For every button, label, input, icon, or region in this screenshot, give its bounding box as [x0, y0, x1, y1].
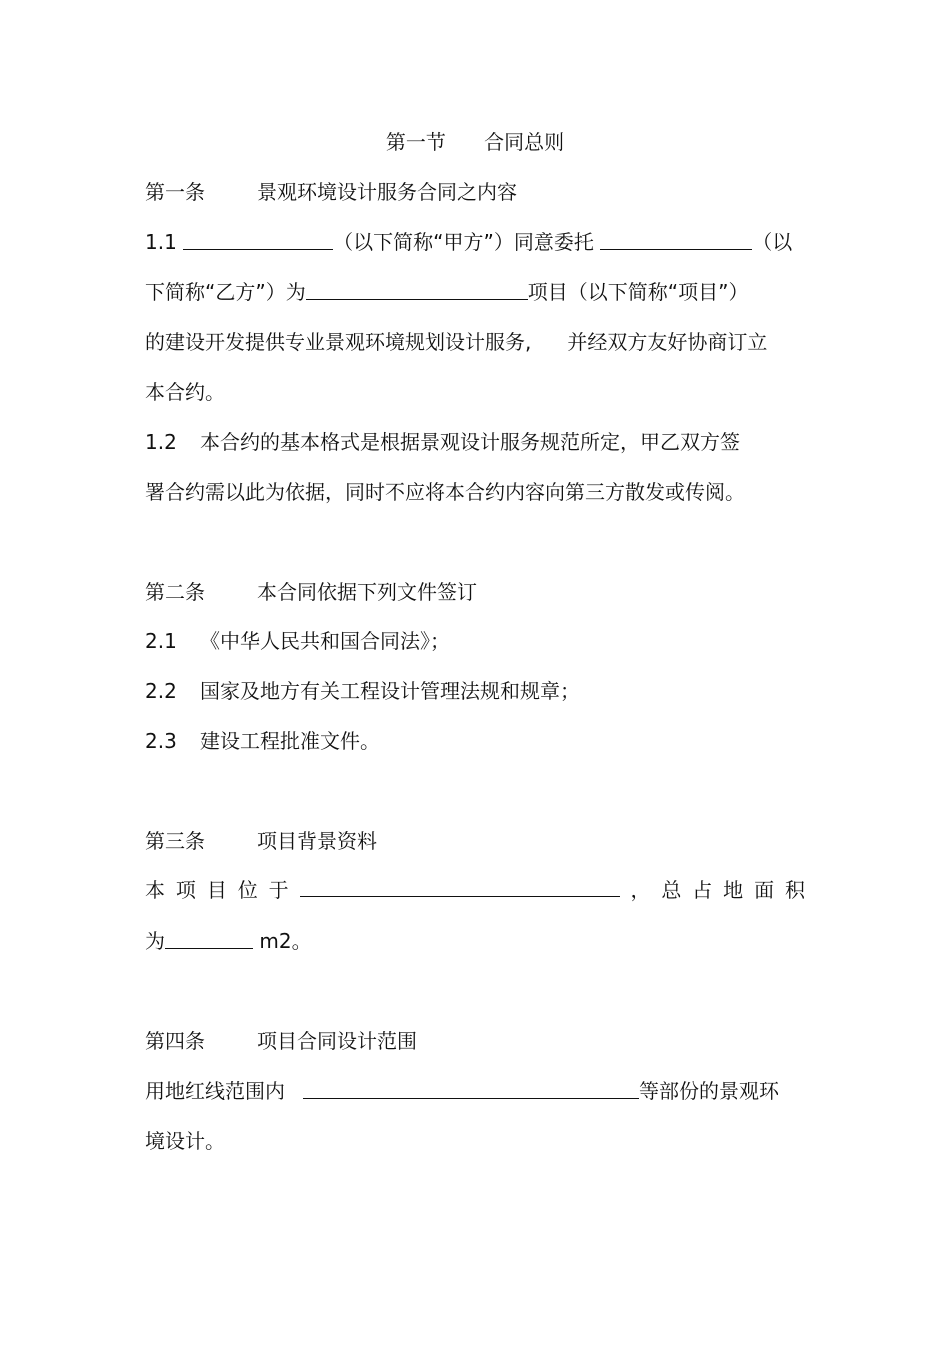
- blank-party-b[interactable]: [600, 229, 752, 250]
- item-number: 2.1: [145, 629, 177, 653]
- text-char: 面: [754, 878, 775, 902]
- list-item: [145, 627, 450, 655]
- scope-line-2: 境设计。: [145, 1129, 225, 1153]
- clause-text: （以下简称“甲方”）同意委托: [333, 230, 594, 254]
- article-title: 景观环境设计服务合同之内容: [257, 180, 517, 204]
- clause-1-1-line-2: [145, 278, 748, 306]
- text: 为: [145, 929, 165, 953]
- text: 等部份的景观环: [639, 1079, 779, 1103]
- article-title: 本合同依据下列文件签订: [257, 580, 477, 604]
- text-char: 占: [692, 878, 713, 902]
- article-title: 项目合同设计范围: [257, 1029, 417, 1053]
- background-line-2: [145, 927, 312, 955]
- background-line-1: [145, 876, 805, 904]
- clause-text: 本合约的基本格式是根据景观设计服务规范所定，甲乙双方签: [200, 430, 740, 454]
- article-title: 项目背景资料: [257, 829, 377, 853]
- clause-1-1-line-1: [145, 228, 792, 256]
- text-char: 地: [723, 878, 744, 902]
- text-char: 总: [661, 878, 682, 902]
- clause-1-1-line-3: [145, 328, 767, 356]
- blank-location[interactable]: [300, 876, 620, 897]
- clause-1-2-line-2: 署合约需以此为依据，同时不应将本合约内容向第三方散发或传阅。: [145, 480, 745, 504]
- article-number: 第二条: [145, 580, 205, 604]
- clause-text: 项目（以下简称“项目”）: [527, 280, 749, 304]
- item-number: 2.3: [145, 729, 177, 753]
- article-3-heading: [145, 827, 377, 855]
- blank-party-a[interactable]: [183, 229, 333, 250]
- article-number: 第三条: [145, 829, 205, 853]
- item-text: 建设工程批准文件。: [200, 729, 380, 753]
- article-1-heading: [145, 178, 517, 206]
- text: 用地红线范围内: [145, 1079, 285, 1103]
- list-item: [145, 727, 380, 755]
- item-number: 2.2: [145, 679, 177, 703]
- blank-scope[interactable]: [303, 1078, 639, 1099]
- text-char: 积: [784, 878, 805, 902]
- item-text: 国家及地方有关工程设计管理法规和规章；: [200, 679, 580, 703]
- item-text: 《中华人民共和国合同法》；: [200, 629, 450, 653]
- clause-text: 并经双方友好协商订立: [567, 330, 768, 354]
- text-char: 项: [175, 878, 196, 902]
- text: m2。: [259, 929, 312, 953]
- clause-number: 1.2: [145, 430, 177, 454]
- blank-area[interactable]: [165, 928, 253, 949]
- clause-1-1-line-4: 本合约。: [145, 380, 225, 404]
- text-char: ，: [630, 878, 651, 902]
- clause-text: 的建设开发提供专业景观环境规划设计服务,: [145, 330, 532, 354]
- article-number: 第一条: [145, 180, 205, 204]
- article-number: 第四条: [145, 1029, 205, 1053]
- clause-1-2-line-1: [145, 428, 740, 456]
- scope-line-1: [145, 1077, 779, 1105]
- clause-text: 下简称“乙方”）为: [145, 280, 306, 304]
- clause-text: （以: [752, 230, 793, 254]
- section-title: 第一节 合同总则: [385, 130, 565, 154]
- article-2-heading: [145, 578, 477, 606]
- text-char: 本: [145, 878, 165, 902]
- blank-project-name[interactable]: [306, 279, 528, 300]
- list-item: [145, 677, 580, 705]
- article-4-heading: [145, 1027, 417, 1055]
- text-char: 目: [206, 878, 227, 902]
- text-char: 位: [237, 878, 258, 902]
- text-char: 于: [268, 878, 289, 902]
- clause-number: 1.1: [145, 230, 177, 254]
